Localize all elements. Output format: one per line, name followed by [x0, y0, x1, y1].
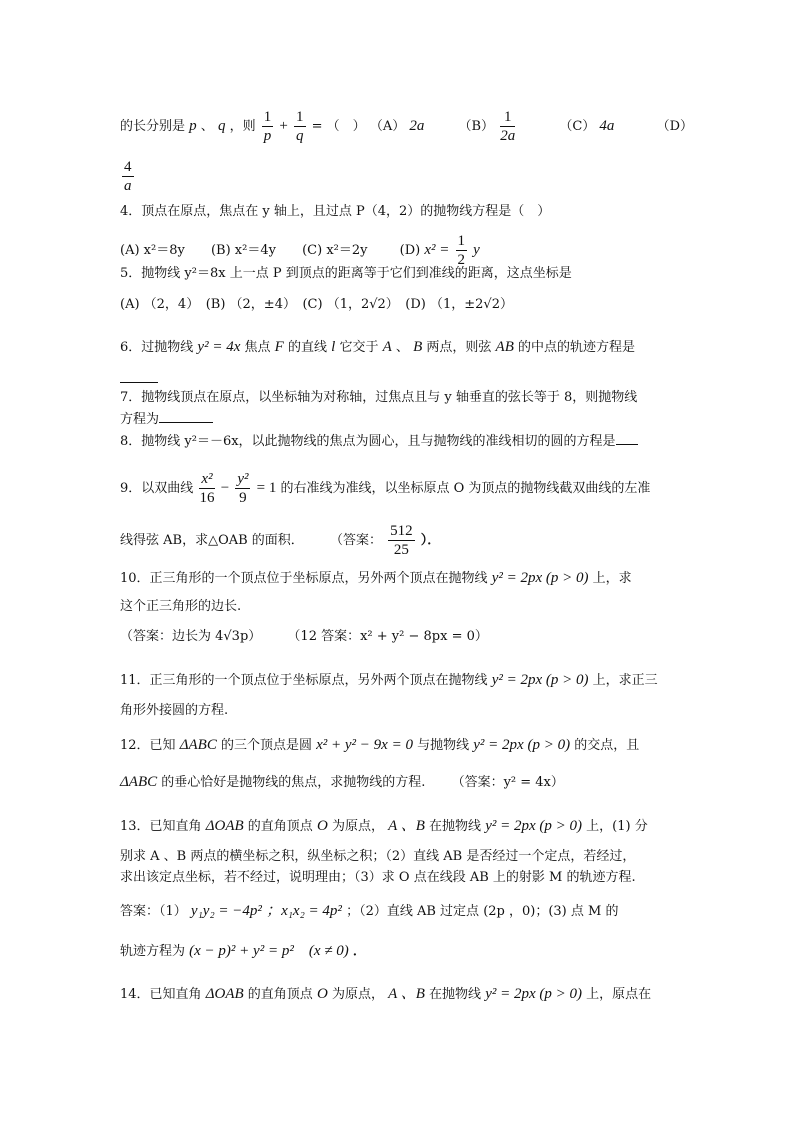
q3-then: ，则 [229, 119, 256, 134]
q7-line2: 方程为 [120, 408, 213, 429]
q3-optB-frac: $\frac{1}{2a}$ [500, 109, 516, 144]
q3-optD-line [120, 158, 136, 195]
q13-locus: 轨迹方程为 (x − p)² + y² = p² (x ≠ 0) ． [120, 943, 366, 959]
q9-line1: 9．以双曲线 $\frac{\text{x²}}{16}$ − $\frac{\text{y²}}{9}$ = 1 的右准线为准线，以坐标原点 O 为顶点的抛物线截双曲线的左准 [120, 471, 651, 506]
q3-eq: = （ ） [311, 119, 366, 134]
q3-q: q [217, 118, 226, 134]
q10-line2: 这个正三角形的边长. [120, 599, 242, 614]
q6-line: 6．过抛物线 y² = 4x 焦点 F 的直线 l 它交于 A 、 B 两点，则弦 AB 的中点的轨迹方程是 [120, 339, 636, 355]
q3-optC-label: （C） [559, 119, 596, 134]
q8-line: 8．抛物线 y²＝－6x，以此抛物线的焦点为圆心，且与抛物线的准线相切的圆的方程是 [120, 430, 638, 451]
q11-eq: y² = 2px (p > 0) [491, 672, 589, 688]
q4-optD-label: (D) [399, 243, 421, 258]
q3-optB-label: （B） [458, 119, 495, 134]
q9-answer-frac: $\frac{512}{25}$ [390, 523, 413, 558]
q3-plus: + [279, 118, 288, 134]
q7-line1: 7．抛物线顶点在原点，以坐标轴为对称轴，过焦点且与 y 轴垂直的弦长等于 8，则抛物线 [120, 390, 638, 405]
q6-answer-blank[interactable] [120, 368, 158, 389]
q13-line2: 别求 A 、B 两点的横坐标之积，纵坐标之积；（2）直线 AB 是否经过一个定点，若经过， [120, 849, 636, 864]
q3-frac-1q: $\frac{1}{q}$ [296, 109, 304, 144]
q11-line1: 11．正三角形的一个顶点位于坐标原点，另外两个顶点在抛物线 y² = 2px (p > 0) 上，求正三 [120, 672, 658, 688]
q7-answer-blank[interactable] [159, 408, 213, 423]
q4-optB: (B) x²＝4y [210, 243, 276, 258]
q3-optD-label: （D） [656, 119, 693, 134]
q3-sep: 、 [200, 119, 214, 134]
q3-optA-label: （A） [369, 119, 406, 134]
q3-optD-frac: $\frac{4}{a}$ [124, 159, 132, 194]
q10-line1: 10．正三角形的一个顶点位于坐标原点，另外两个顶点在抛物线 y² = 2px (p > 0) 上，求 [120, 570, 632, 586]
q4-options [120, 232, 480, 269]
q4-optC: (C) x²＝2y [302, 243, 368, 258]
q13-line1: 13．已知直角 ΔOAB 的直角顶点 O 为原点， A 、B 在抛物线 y² = 2px (p > 0) 上，(1) 分 [120, 818, 648, 834]
q3-frac-1p: $\frac{1}{p}$ [263, 109, 272, 144]
q4-stem: 4．顶点在原点，焦点在 y 轴上，且过点 P（4，2）的抛物线方程是（ ） [120, 204, 551, 219]
q4-optA: (A) x²＝8y [120, 243, 185, 258]
q13-line3: 求出该定点坐标，若不经过，说明理由；（3）求 O 点在线段 AB 上的射影 M 的轨迹方程. [120, 870, 636, 885]
q5-stem: 5．抛物线 y²＝8x 上一点 P 到顶点的距离等于它们到准线的距离，这点坐标是 [120, 266, 572, 281]
q12-line1: 12．已知 ΔABC 的三个顶点是圆 x² + y² − 9x = 0 与抛物线 y² = 2px (p > 0) 的交点，且 [120, 737, 640, 753]
q3-line [120, 108, 693, 145]
q3-optA-value: 2a [409, 118, 425, 134]
q14-line1: 14．已知直角 ΔOAB 的直角顶点 O 为原点， A 、B 在抛物线 y² = 2px (p > 0) 上，原点在 [120, 986, 652, 1002]
q9-frac-y: $\frac{\text{y²}}{9}$ [237, 471, 249, 506]
q4-optD-lhs: x² = [424, 242, 450, 258]
q3-optC-value: 4a [599, 118, 615, 134]
q10-answer: （答案：边长为 4√3p） （12 答案：x² + y² − 8px = 0） [120, 629, 488, 644]
q4-optD-var: y [473, 242, 480, 258]
q4-optD-frac: $\frac{1}{2}$ [457, 233, 466, 268]
q9-frac-x: $\frac{\text{x²}}{16}$ [199, 471, 215, 506]
q9-line2: 线得弦 AB，求△OAB 的面积． （答案： $\frac{512}{25}$ ）． [120, 523, 441, 558]
q13-answer: 答案：（1） y₁y₂ = −4p² ；x₁x₂ = 4p² ；（2）直线 AB 过定点 (2p ，0)；(3) 点 M 的 [120, 903, 619, 919]
q12-line2: ΔABC 的垂心恰好是抛物线的焦点，求抛物线的方程. （答案：y² = 4x） [120, 774, 564, 790]
q3-p: p [189, 118, 197, 134]
q3-text: 的长分别是 [120, 119, 186, 134]
q11-line2: 角形外接圆的方程. [120, 703, 229, 718]
q10-eq: y² = 2px (p > 0) [491, 570, 589, 586]
q8-answer-blank[interactable] [616, 430, 638, 445]
q6-eq: y² = 4x [197, 339, 241, 355]
q5-options: (A) （2，4） (B) （2，±4） (C) （1，2√2） (D) （1，±2√2） [120, 297, 513, 312]
